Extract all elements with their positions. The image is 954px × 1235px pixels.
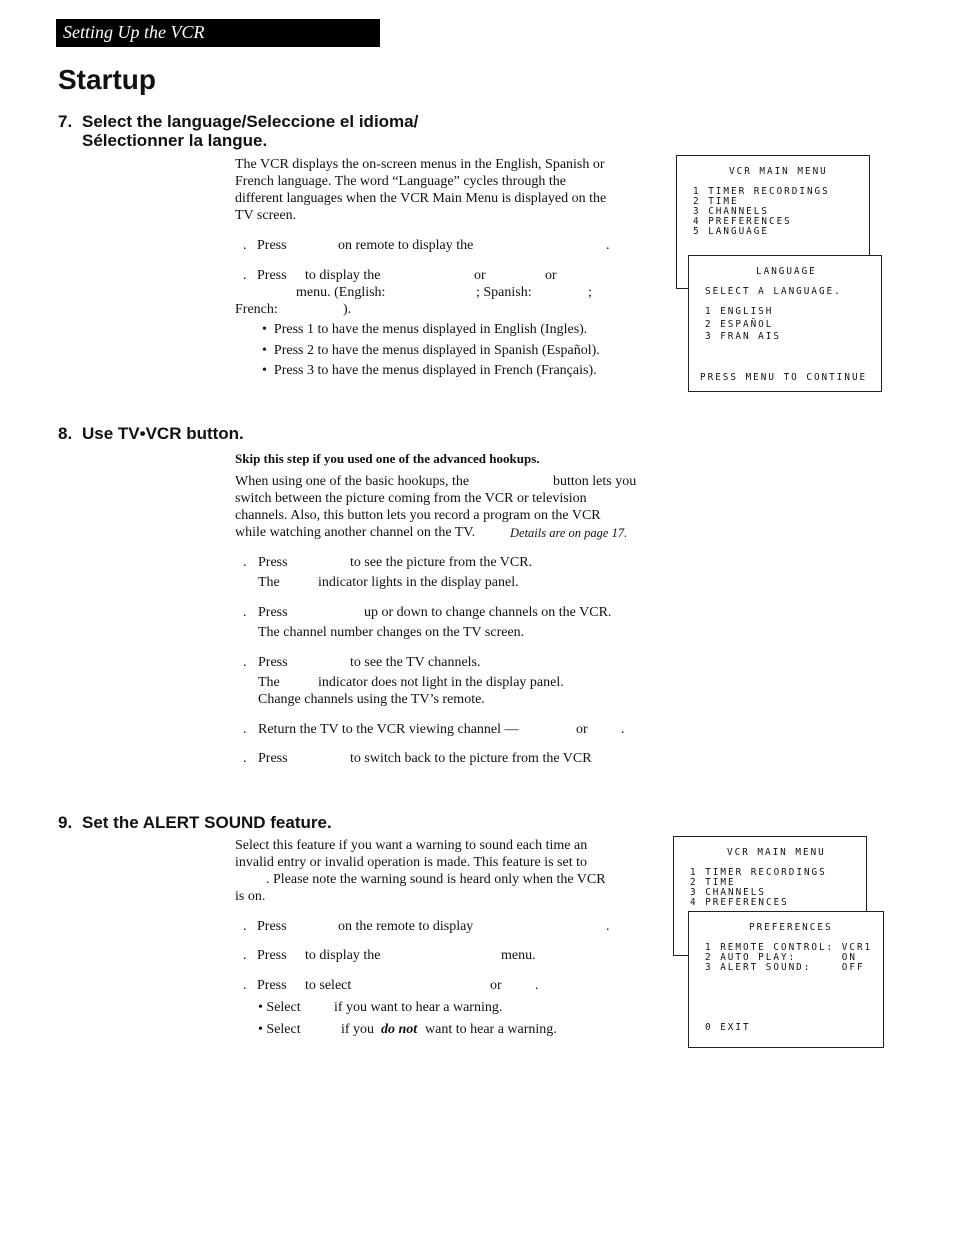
screen-footer: 0 EXIT — [705, 1022, 751, 1033]
list-item: • Press 2 to have the menus displayed in Spanish (Español). — [262, 342, 600, 358]
menu-option: 3 CHANNELS — [690, 887, 766, 898]
text-fragment: to select — [305, 978, 352, 993]
text-fragment: . — [243, 238, 247, 253]
menu-option: 2 TIME — [690, 877, 736, 888]
text-fragment: Press — [257, 268, 287, 283]
text-fragment: to see the TV channels. — [350, 655, 481, 670]
text-fragment: Press — [257, 948, 287, 963]
screen-footer: PRESS MENU TO CONTINUE — [700, 372, 868, 383]
text-fragment: . — [535, 978, 539, 993]
text-fragment: . — [243, 655, 247, 670]
menu-option: 1 ENGLISH — [705, 306, 774, 317]
step9-paragraph — [235, 837, 655, 907]
bullet-text: Press 3 to have the menus displayed in French (Français). — [273, 363, 597, 378]
heading-line: Sélectionner la langue. — [82, 131, 268, 150]
text-fragment: to switch back to the picture from the VCR — [350, 751, 592, 766]
list-item: • Press 1 to have the menus displayed in English (Ingles). — [262, 322, 588, 337]
text-fragment: . — [243, 948, 247, 963]
text-fragment: . — [243, 605, 247, 620]
text-fragment: • Select — [258, 1022, 301, 1037]
step8-instruction-2 — [235, 604, 655, 638]
text-fragment: ). — [343, 302, 352, 317]
text-fragment: . — [243, 268, 247, 283]
text-line: The VCR displays the on-screen menus in the English, Spanish or — [235, 157, 605, 172]
screen-prompt: SELECT A LANGUAGE. — [705, 286, 842, 297]
text-fragment: The — [258, 575, 280, 590]
step9-instruction-3 — [235, 977, 655, 994]
text-fragment: button lets you — [553, 474, 637, 489]
text-line: invalid entry or invalid operation is made. This feature is set to — [235, 855, 587, 870]
step-number: 8. — [58, 424, 73, 443]
menu-option: 3 CHANNELS — [693, 206, 769, 217]
menu-option: 1 TIMER RECORDINGS — [693, 186, 830, 197]
step7-instruction-1 — [235, 237, 655, 254]
step7-paragraph — [235, 156, 650, 224]
menu-option: 4 PREFERENCES — [693, 216, 792, 227]
text-fragment: or — [576, 722, 588, 737]
step8-instruction-1 — [235, 554, 655, 588]
text-fragment: Change channels using the TV’s remote. — [258, 692, 485, 707]
menu-option: 4 PREFERENCES — [690, 897, 789, 908]
text-line: is on. — [235, 889, 266, 904]
text-fragment: When using one of the basic hookups, the — [235, 474, 470, 489]
page-title: Startup — [58, 64, 156, 95]
text-line: while watching another channel on the TV. — [235, 525, 476, 540]
text-fragment: Press — [258, 555, 288, 570]
step8-instruction-3 — [235, 654, 655, 708]
text-fragment: . — [243, 919, 247, 934]
emphasis-text: do not — [381, 1022, 418, 1037]
text-fragment: menu. — [501, 948, 536, 963]
text-fragment: ; — [588, 285, 592, 300]
bullet-text: Press 1 to have the menus displayed in English (Ingles). — [273, 322, 588, 337]
menu-option: 2 TIME — [693, 196, 739, 207]
heading-text: Use TV•VCR button. — [82, 424, 244, 443]
step9-bullet-2 — [258, 1021, 658, 1038]
text-fragment: or — [545, 268, 557, 283]
menu-option: 5 LANGUAGE — [693, 226, 769, 237]
heading-text: Set the ALERT SOUND feature. — [82, 813, 332, 832]
text-fragment: . — [243, 555, 247, 570]
text-fragment: if you — [341, 1022, 375, 1037]
step8-paragraph — [235, 473, 655, 543]
text-fragment: up or down to change channels on the VCR. — [364, 605, 612, 620]
section-header — [56, 19, 380, 47]
text-fragment: The — [258, 675, 280, 690]
step-number: 9. — [58, 813, 73, 832]
text-fragment: . — [606, 238, 610, 253]
text-fragment: French: — [235, 302, 278, 317]
text-fragment: or — [490, 978, 502, 993]
text-fragment: menu. (English: — [296, 285, 386, 300]
step8-instruction-5 — [235, 750, 655, 767]
text-fragment: to see the picture from the VCR. — [350, 555, 533, 570]
language-menu-screen — [688, 255, 882, 392]
text-line: TV screen. — [235, 208, 297, 223]
text-fragment: indicator does not light in the display panel. — [318, 675, 564, 690]
step8-heading — [58, 424, 244, 443]
step9-heading — [58, 813, 332, 832]
step7-bullets — [262, 321, 682, 383]
text-fragment: ; Spanish: — [476, 285, 532, 300]
screen-title: LANGUAGE — [756, 266, 817, 277]
text-line: switch between the picture coming from the VCR or television — [235, 491, 587, 506]
text-fragment: to display the — [305, 948, 381, 963]
menu-option: 2 AUTO PLAY: ON — [705, 952, 857, 963]
text-line: different languages when the VCR Main Menu is displayed on the — [235, 191, 607, 206]
menu-option: 1 TIMER RECORDINGS — [690, 867, 827, 878]
step7-instruction-2 — [235, 267, 655, 319]
text-fragment: The channel number changes on the TV screen. — [258, 625, 525, 640]
text-fragment: Press — [257, 238, 287, 253]
step9-instruction-2 — [235, 947, 655, 964]
text-fragment: Press — [258, 751, 288, 766]
text-line: channels. Also, this button lets you record a program on the VCR — [235, 508, 601, 523]
text-fragment: . — [243, 722, 247, 737]
menu-option: 2 ESPAÑOL — [705, 319, 774, 330]
text-fragment: . — [621, 722, 625, 737]
step9-bullet-1 — [258, 999, 658, 1016]
step-number: 7. — [58, 112, 73, 131]
text-fragment: . — [243, 978, 247, 993]
text-fragment: Return the TV to the VCR viewing channel — — [258, 722, 519, 737]
skip-note: Skip this step if you used one of the advanced hookups. — [235, 451, 540, 466]
text-fragment: want to hear a warning. — [425, 1022, 557, 1037]
step7-heading — [58, 112, 418, 131]
menu-option: 1 REMOTE CONTROL: VCR1 — [705, 942, 873, 953]
text-fragment: • Select — [258, 1000, 301, 1015]
text-fragment: . — [606, 919, 610, 934]
text-line: French language. The word “Language” cycles through the — [235, 174, 566, 189]
screen-title: PREFERENCES — [749, 922, 833, 933]
text-fragment: . — [243, 751, 247, 766]
section-header-text: Setting Up the VCR — [63, 22, 205, 42]
page-reference: Details are on page 17. — [510, 526, 628, 540]
heading-line: Select the language/Seleccione el idioma/ — [82, 112, 419, 131]
text-fragment: or — [474, 268, 486, 283]
text-fragment: on remote to display the — [338, 238, 474, 253]
text-fragment: indicator lights in the display panel. — [318, 575, 519, 590]
bullet-text: Press 2 to have the menus displayed in Spanish (Español). — [273, 342, 600, 358]
menu-option: 3 ALERT SOUND: OFF — [705, 962, 865, 973]
step8-instruction-4 — [235, 721, 655, 738]
screen-title: VCR MAIN MENU — [727, 847, 826, 858]
text-fragment: on the remote to display — [338, 919, 474, 934]
text-line: . Please note the warning sound is heard only when the VCR — [266, 872, 606, 887]
text-line: Select this feature if you want a warning to sound each time an — [235, 838, 588, 853]
text-fragment: Press — [258, 655, 288, 670]
menu-option: 3 FRAN AIS — [705, 331, 781, 342]
screen-title: VCR MAIN MENU — [729, 166, 828, 177]
text-fragment: Press — [257, 919, 287, 934]
text-fragment: Press — [257, 978, 287, 993]
text-fragment: to display the — [305, 268, 381, 283]
text-fragment: Press — [258, 605, 288, 620]
preferences-menu-screen — [688, 911, 884, 1048]
list-item: • Press 3 to have the menus displayed in French (Français). — [262, 363, 597, 378]
text-fragment: if you want to hear a warning. — [334, 1000, 503, 1015]
step9-instruction-1 — [235, 918, 655, 935]
